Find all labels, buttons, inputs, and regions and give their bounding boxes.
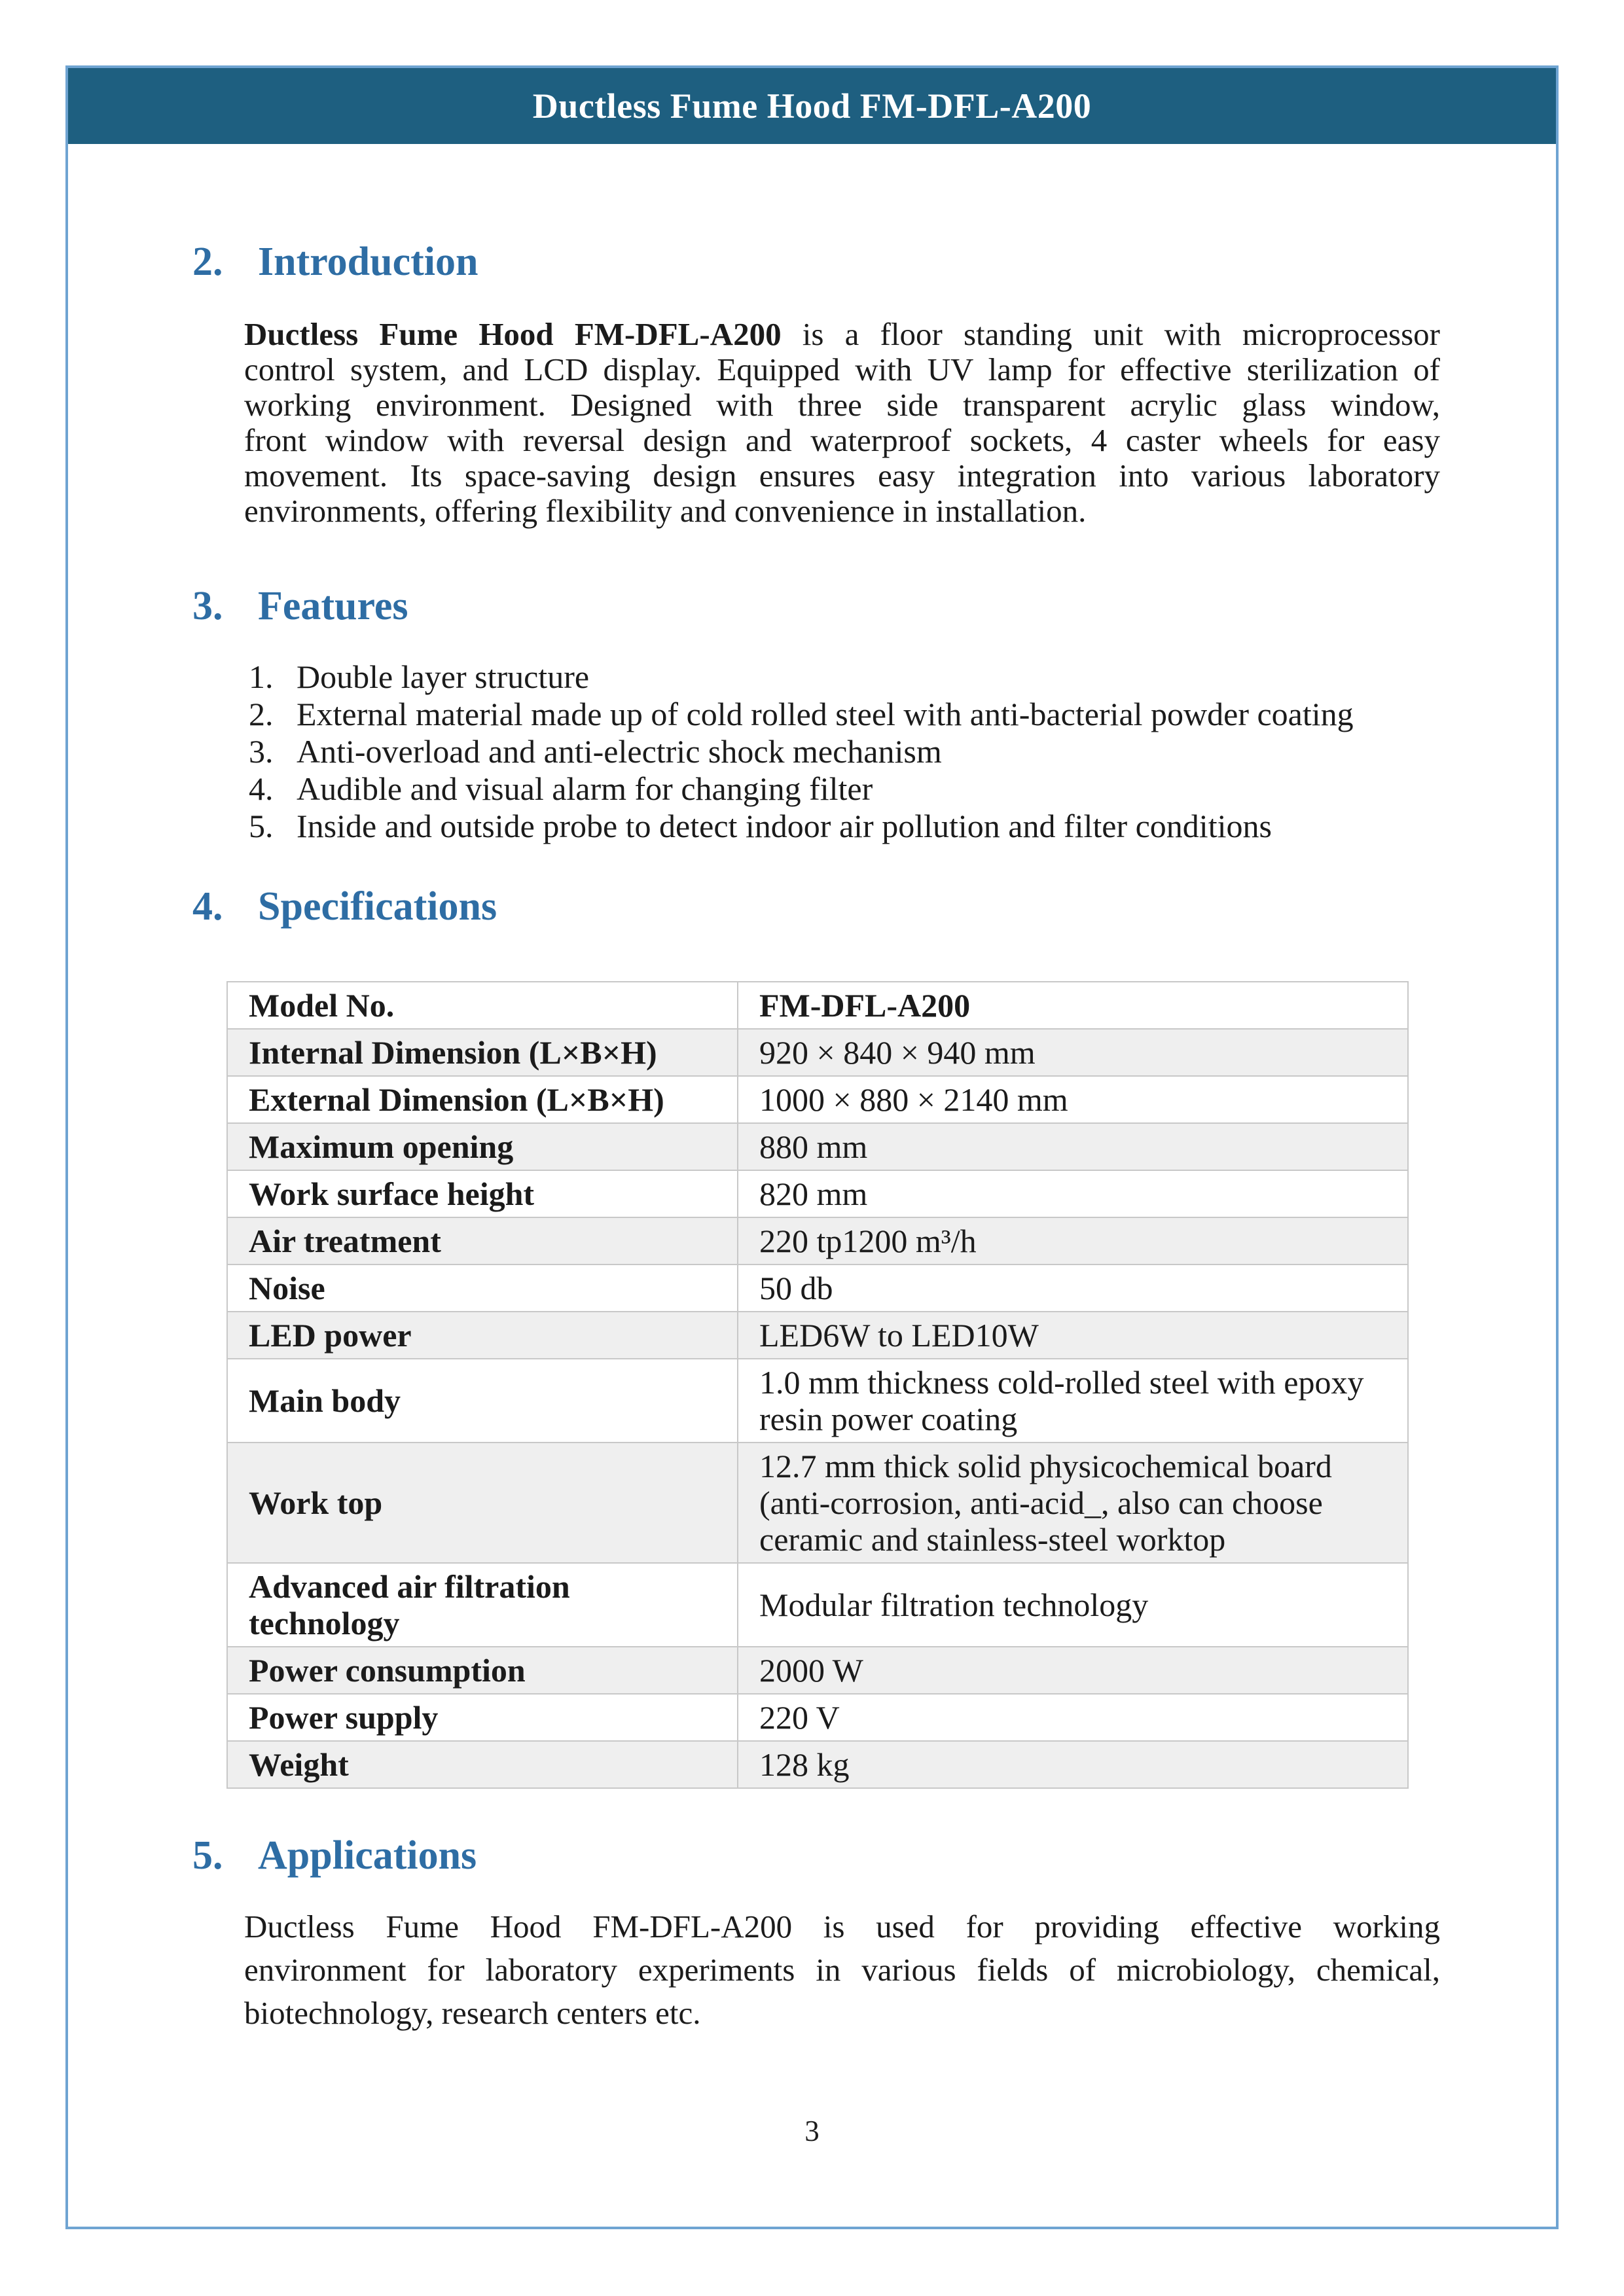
spec-value-cell: 12.7 mm thick solid physicochemical board (anti-corrosion, anti-acid_, also can choose ceramic and stainless-steel worktop	[738, 1443, 1408, 1563]
spec-value-cell: 1000 × 880 × 2140 mm	[738, 1076, 1408, 1123]
spec-value-cell: 880 mm	[738, 1123, 1408, 1170]
paragraph-line: biotechnology, research centers etc.	[244, 1995, 701, 2031]
features-list	[249, 658, 1443, 845]
feature-list-item	[249, 696, 1443, 733]
paragraph-line: Ductless Fume Hood FM-DFL-A200 is a floor standing unit with microprocessor	[244, 316, 1440, 352]
section-number: 4.	[192, 884, 223, 929]
paragraph-line: front window with reversal design and waterproof sockets, 4 caster wheels for easy	[244, 422, 1440, 458]
section-heading-specifications	[192, 884, 1443, 929]
document-title: Ductless Fume Hood FM-DFL-A200	[532, 86, 1092, 126]
applications-paragraph	[244, 1905, 1440, 2035]
spec-table-row	[227, 1741, 1408, 1788]
feature-item-number: 4.	[249, 770, 274, 807]
page-number: 3	[804, 2115, 820, 2147]
section-heading-applications	[192, 1833, 1443, 1878]
section-number: 2.	[192, 240, 223, 284]
paragraph-line: environment for laboratory experiments in various fields of microbiology, chemical,	[244, 1952, 1440, 1988]
spec-table-row	[227, 1123, 1408, 1170]
section-title: Features	[258, 584, 408, 628]
spec-table-row	[227, 1563, 1408, 1647]
spec-label-cell: Main body	[227, 1359, 738, 1443]
spec-label-cell: Model No.	[227, 982, 738, 1029]
spec-value-cell: 2000 W	[738, 1647, 1408, 1694]
spec-label-cell: External Dimension (L×B×H)	[227, 1076, 738, 1123]
feature-item-number: 2.	[249, 696, 274, 732]
section-heading-features	[192, 584, 1443, 628]
spec-table-row	[227, 1076, 1408, 1123]
spec-table-row	[227, 1694, 1408, 1741]
section-title: Introduction	[258, 240, 478, 284]
feature-item-text: Inside and outside probe to detect indoor air pollution and filter conditions	[297, 808, 1272, 844]
spec-label-cell: Maximum opening	[227, 1123, 738, 1170]
spec-value-cell: 1.0 mm thickness cold-rolled steel with epoxy resin power coating	[738, 1359, 1408, 1443]
feature-item-text: Anti-overload and anti-electric shock mechanism	[297, 733, 942, 770]
spec-label-cell: Power supply	[227, 1694, 738, 1741]
spec-table-row	[227, 1217, 1408, 1265]
spec-label-cell: Work top	[227, 1443, 738, 1563]
spec-table-row	[227, 1359, 1408, 1443]
spec-label-cell: Weight	[227, 1741, 738, 1788]
section-number: 5.	[192, 1833, 223, 1878]
feature-item-text: Audible and visual alarm for changing filter	[297, 770, 873, 807]
paragraph-line: Ductless Fume Hood FM-DFL-A200 is used for providing effective working	[244, 1909, 1440, 1945]
spec-label-cell: LED power	[227, 1312, 738, 1359]
feature-item-number: 3.	[249, 733, 274, 770]
bold-lead-text: Ductless Fume Hood FM-DFL-A200	[244, 316, 782, 352]
spec-label-cell: Noise	[227, 1265, 738, 1312]
specifications-table	[226, 981, 1409, 1789]
spec-value-cell: 920 × 840 × 940 mm	[738, 1029, 1408, 1076]
feature-item-text: External material made up of cold rolled steel with anti-bacterial powder coating	[297, 696, 1354, 732]
spec-label-cell: Work surface height	[227, 1170, 738, 1217]
title-band	[68, 68, 1556, 144]
spec-table-row	[227, 982, 1408, 1029]
paragraph-line: environments, offering flexibility and convenience in installation.	[244, 493, 1087, 529]
introduction-paragraph	[244, 317, 1440, 529]
feature-list-item	[249, 658, 1443, 696]
feature-list-item	[249, 808, 1443, 845]
spec-table-row	[227, 1647, 1408, 1694]
spec-label-cell: Power consumption	[227, 1647, 738, 1694]
spec-value-cell: 50 db	[738, 1265, 1408, 1312]
spec-value-cell: 220 V	[738, 1694, 1408, 1741]
spec-value-cell: Modular filtration technology	[738, 1563, 1408, 1647]
paragraph-line: movement. Its space-saving design ensures easy integration into various laboratory	[244, 457, 1440, 493]
feature-list-item	[249, 770, 1443, 808]
spec-value-cell: 128 kg	[738, 1741, 1408, 1788]
spec-table-row	[227, 1029, 1408, 1076]
paragraph-line: working environment. Designed with three side transparent acrylic glass window,	[244, 387, 1440, 423]
page-content	[68, 240, 1556, 2035]
feature-item-number: 5.	[249, 808, 274, 844]
section-title: Applications	[258, 1833, 477, 1878]
spec-value-cell: 820 mm	[738, 1170, 1408, 1217]
feature-item-number: 1.	[249, 658, 274, 695]
section-heading-introduction	[192, 240, 1443, 284]
spec-table-row	[227, 1312, 1408, 1359]
section-title: Specifications	[258, 884, 497, 929]
page-border-box	[65, 65, 1559, 2229]
feature-item-text: Double layer structure	[297, 658, 590, 695]
spec-label-cell: Internal Dimension (L×B×H)	[227, 1029, 738, 1076]
spec-table-row	[227, 1443, 1408, 1563]
spec-value-cell: 220 tp1200 m³/h	[738, 1217, 1408, 1265]
section-number: 3.	[192, 584, 223, 628]
spec-table-row	[227, 1265, 1408, 1312]
spec-label-cell: Air treatment	[227, 1217, 738, 1265]
spec-label-cell: Advanced air filtration technology	[227, 1563, 738, 1647]
paragraph-line: control system, and LCD display. Equipped with UV lamp for effective sterilization of	[244, 351, 1440, 387]
spec-value-cell: LED6W to LED10W	[738, 1312, 1408, 1359]
spec-value-cell: FM-DFL-A200	[738, 982, 1408, 1029]
feature-list-item	[249, 733, 1443, 770]
spec-table-row	[227, 1170, 1408, 1217]
